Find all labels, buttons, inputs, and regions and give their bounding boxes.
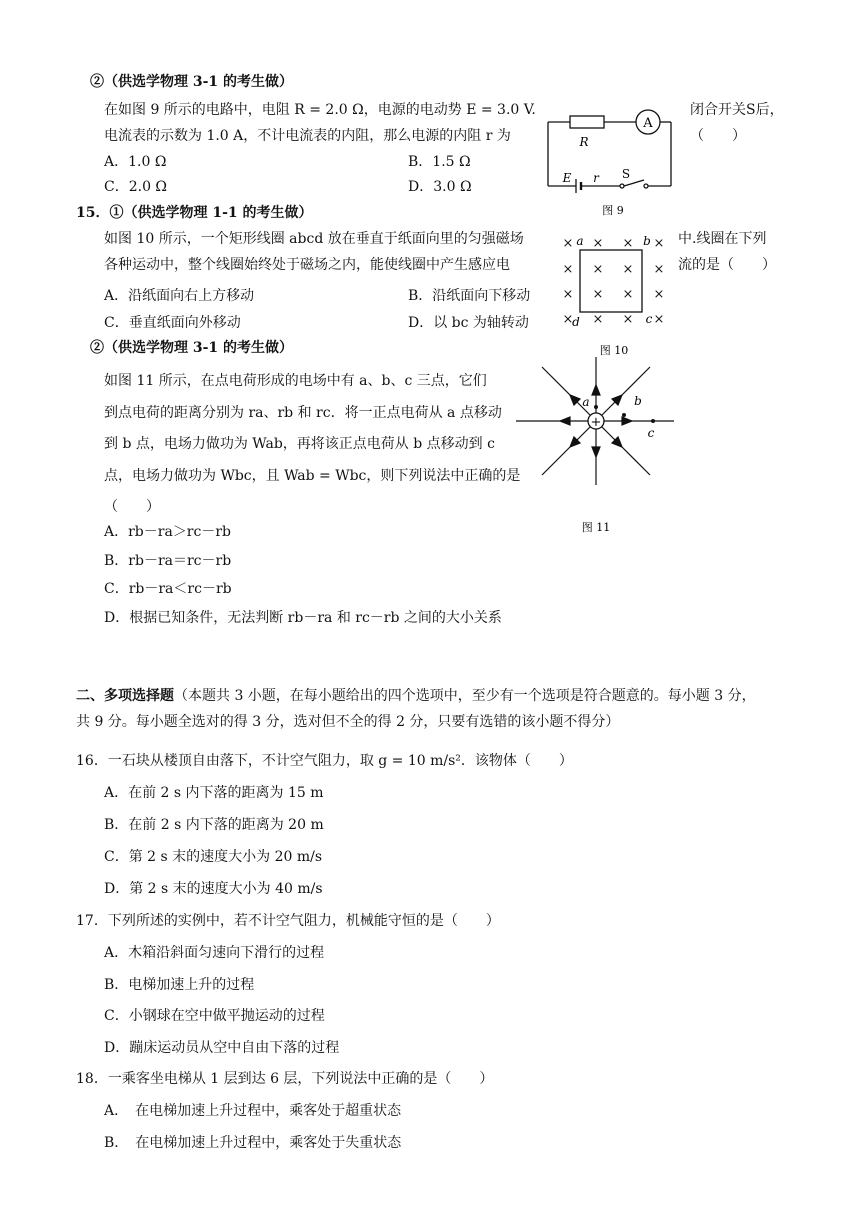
field-cross: × — [622, 312, 634, 327]
q15b-line4: 点，电场力做功为 Wbc，且 Wab = Wbc，则下列说法中正确的是 — [104, 468, 521, 484]
q15b-header: ②（供选学物理 3-1 的考生做） — [90, 340, 294, 356]
point-charge-sign: + — [590, 415, 602, 430]
q15a-line2-end: 流的是（ ） — [678, 257, 776, 273]
field-cross: × — [562, 312, 574, 327]
q15a-line1: 如图 10 所示，一个矩形线圈 abcd 放在垂直于纸面向里的匀强磁场 — [104, 231, 524, 247]
q15b-line2: 到点电荷的距离分别为 ra、rb 和 rc．将一正点电荷从 a 点移动 — [104, 405, 502, 421]
field-cross: × — [592, 287, 604, 302]
q14b-line1: 在如图 9 所示的电路中，电阻 R = 2.0 Ω，电源的电动势 E = 3.0 V. — [104, 102, 536, 118]
field-cross: × — [653, 312, 665, 327]
q15a-line2: 各种运动中，整个线圈始终处于磁场之内，能使线圈中产生感应电 — [104, 257, 510, 273]
q18-stem: 18．一乘客坐电梯从 1 层到达 6 层，下列说法中正确的是（ ） — [76, 1071, 494, 1087]
field-cross: × — [562, 287, 574, 302]
q14b-header: ②（供选学物理 3-1 的考生做） — [90, 74, 294, 90]
q17-stem: 17．下列所述的实例中，若不计空气阻力，机械能守恒的是（ ） — [76, 913, 500, 929]
q15b-option-a: A．rb－ra＞rc－rb — [104, 524, 231, 540]
q15b-line1: 如图 11 所示，在点电荷形成的电场中有 a、b、c 三点，它们 — [104, 373, 487, 389]
q15b-option-c: C．rb－ra＜rc－rb — [104, 581, 232, 597]
q14b-option-d: D．3.0 Ω — [408, 179, 472, 195]
field-cross: × — [622, 236, 634, 251]
q15a-option-a: A．沿纸面向右上方移动 — [104, 288, 255, 304]
figure-11-caption: 图 11 — [581, 521, 611, 534]
q17-option-c: C．小钢球在空中做平抛运动的过程 — [104, 1008, 325, 1024]
q14b-option-c: C．2.0 Ω — [104, 179, 168, 195]
figure-10-magnetic-field — [556, 230, 676, 360]
q15b-option-d: D．根据已知条件，无法判断 rb－ra 和 rc－rb 之间的大小关系 — [104, 610, 502, 626]
point-b-label: b — [634, 394, 642, 408]
ammeter-label: A — [643, 116, 653, 131]
q14b-paren: （ ） — [690, 128, 746, 144]
q16-option-c: C．第 2 s 末的速度大小为 20 m/s — [104, 849, 323, 865]
q15b-paren: （ ） — [104, 499, 160, 515]
figure-10-caption: 图 10 — [599, 344, 629, 357]
field-cross: × — [653, 287, 665, 302]
section-2-heading — [76, 686, 756, 706]
q17-option-b: B．电梯加速上升的过程 — [104, 977, 255, 993]
field-cross: × — [562, 236, 574, 251]
corner-c-label: c — [645, 312, 653, 326]
switch-label: S — [621, 167, 631, 181]
field-cross: × — [653, 236, 665, 251]
corner-b-label: b — [643, 234, 651, 248]
figure-9-circuit — [540, 100, 690, 220]
point-a-label: a — [582, 395, 590, 409]
q14b-line2: 电流表的示数为 1.0 A，不计电流表的内阻，那么电源的内阻 r 为 — [104, 128, 511, 144]
field-cross: × — [653, 262, 665, 277]
q16-option-b: B．在前 2 s 内下落的距离为 20 m — [104, 817, 324, 833]
q18-option-a: A． 在电梯加速上升过程中，乘客处于超重状态 — [104, 1103, 402, 1119]
corner-a-label: a — [576, 234, 584, 248]
q15a-header: 15．①（供选学物理 1-1 的考生做） — [76, 205, 313, 221]
field-cross: × — [622, 262, 634, 277]
point-c-label: c — [647, 426, 655, 440]
q14b-option-a: A．1.0 Ω — [104, 154, 167, 170]
q15a-option-d: D．以 bc 为轴转动 — [408, 315, 529, 331]
section-2-desc1: （本题共 3 小题，在每小题给出的四个选项中，至少有一个选项是符合题意的。每小题 3 分， — [174, 688, 756, 704]
corner-d-label: d — [572, 315, 580, 329]
q15a-option-b: B．沿纸面向下移动 — [408, 288, 531, 304]
q15b-line3: 到 b 点，电场力做功为 Wab，再将该正点电荷从 b 点移动到 c — [104, 436, 495, 452]
internal-resistance-label: r — [593, 171, 599, 185]
figure-9-caption: 图 9 — [602, 204, 624, 217]
section-2-desc2: 共 9 分。每小题全选对的得 3 分，选对但不全的得 2 分，只要有选错的该小题不得分） — [76, 714, 620, 730]
q17-option-d: D．蹦床运动员从空中自由下落的过程 — [104, 1040, 340, 1056]
section-2-title: 二、多项选择题 — [76, 688, 174, 704]
emf-label: E — [562, 171, 572, 185]
field-cross: × — [622, 287, 634, 302]
q16-stem: 16．一石块从楼顶自由落下，不计空气阻力，取 g = 10 m/s²．该物体（ ） — [76, 753, 573, 769]
coil-abcd — [580, 250, 642, 312]
field-cross: × — [592, 236, 604, 251]
q15a-option-c: C．垂直纸面向外移动 — [104, 315, 241, 331]
q18-option-b: B． 在电梯加速上升过程中，乘客处于失重状态 — [104, 1135, 402, 1151]
q17-option-a: A．木箱沿斜面匀速向下滑行的过程 — [104, 945, 325, 961]
field-cross: × — [592, 312, 604, 327]
resistor-label: R — [579, 135, 589, 149]
field-cross: × — [592, 262, 604, 277]
q15b-option-b: B．rb－ra＝rc－rb — [104, 553, 232, 569]
q16-option-d: D．第 2 s 末的速度大小为 40 m/s — [104, 881, 323, 897]
q14b-option-b: B．1.5 Ω — [408, 154, 471, 170]
q15a-line1-end: 中.线圈在下列 — [678, 231, 767, 247]
q14b-line1-end: 闭合开关S后， — [690, 102, 784, 118]
q16-option-a: A．在前 2 s 内下落的距离为 15 m — [104, 785, 324, 801]
field-cross: × — [562, 262, 574, 277]
figure-11-electric-field — [516, 355, 686, 540]
